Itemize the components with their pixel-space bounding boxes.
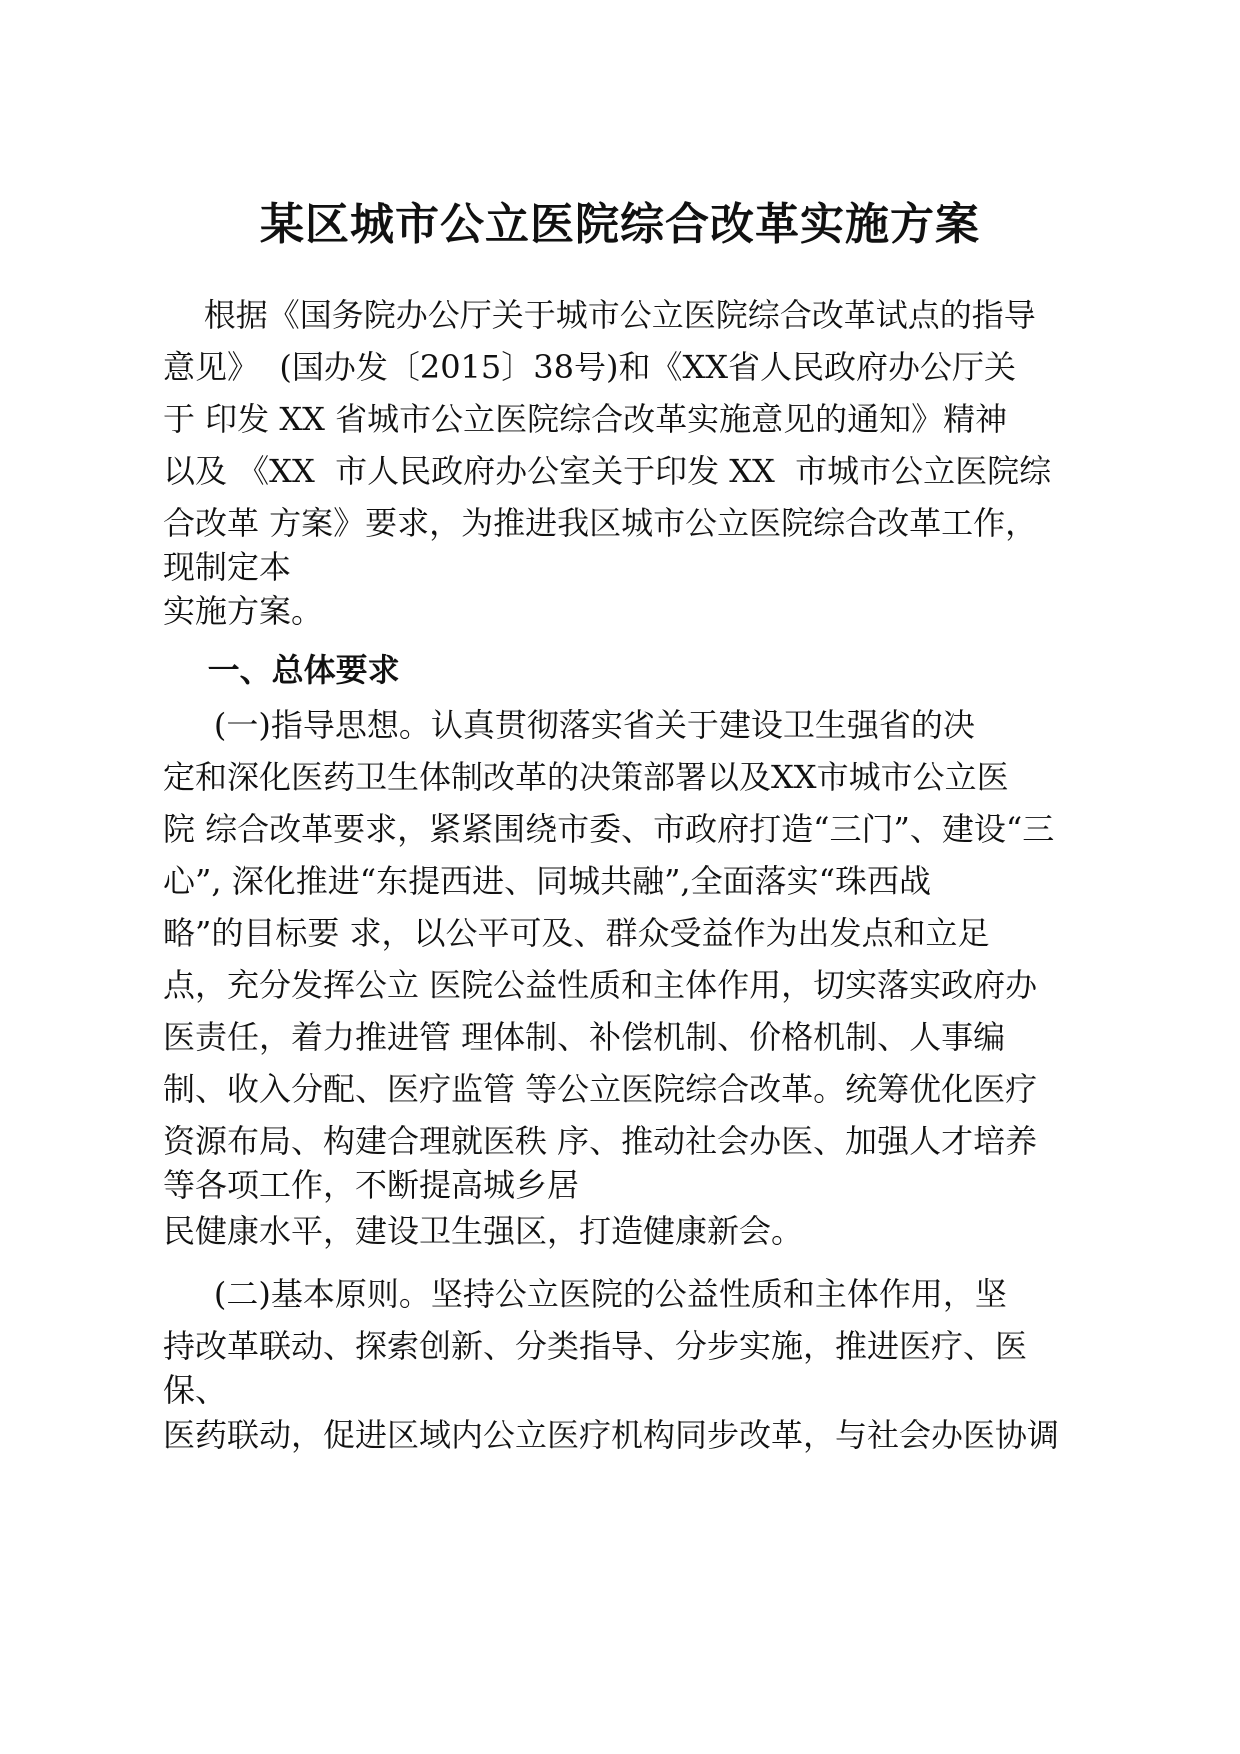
paragraph-line: 院 综合改革要求，紧紧围绕市委、市政府打造“三门”、建设“三 (163, 810, 1055, 848)
paragraph-line: 略”的目标要 求，以公平可及、群众受益作为出发点和立足 (163, 914, 990, 952)
paragraph-line: (二)基本原则。坚持公立医院的公益性质和主体作用，坚 (163, 1275, 1007, 1313)
paragraph-line: 民健康水平，建设卫生强区，打造健康新会。 (163, 1212, 804, 1250)
paragraph-line: 心”, 深化推进“东提西进、同城共融”,全面落实“珠西战 (163, 862, 931, 900)
paragraph-line: 合改革 方案》要求，为推进我区城市公立医院综合改革工作， (163, 504, 1038, 542)
paragraph-line: 现制定本 (163, 548, 292, 586)
paragraph-line: 持改革联动、探索创新、分类指导、分步实施，推进医疗、医 (163, 1327, 1028, 1365)
paragraph-line: 实施方案。 (163, 592, 324, 630)
paragraph-line: 医责任，着力推进管 理体制、补偿机制、价格机制、人事编 (163, 1018, 1006, 1056)
document-title: 某区城市公立医院综合改革实施方案 (260, 199, 980, 250)
section-heading: 一、总体要求 (163, 651, 400, 689)
paragraph-line: 以及 《XX 市人民政府办公室关于印发 XX 市城市公立医院综 (163, 452, 1052, 490)
paragraph-line: 等各项工作，不断提高城乡居 (163, 1166, 580, 1204)
paragraph-line: 点，充分发挥公立 医院公益性质和主体作用，切实落实政府办 (163, 966, 1038, 1004)
paragraph-line: 意见》 (国办发〔2015〕38号)和《XX省人民政府办公厅关 (163, 348, 1017, 386)
paragraph-line: 保、 (163, 1371, 228, 1409)
paragraph-line: 根据《国务院办公厅关于城市公立医院综合改革试点的指导 (163, 296, 1036, 334)
paragraph-line: 资源布局、构建合理就医秩 序、推动社会办医、加强人才培养 (163, 1122, 1038, 1160)
paragraph-line: (一)指导思想。认真贯彻落实省关于建设卫生强省的决 (163, 706, 975, 744)
paragraph-line: 制、收入分配、医疗监管 等公立医院综合改革。统筹优化医疗 (163, 1070, 1038, 1108)
paragraph-line: 医药联动，促进区域内公立医疗机构同步改革，与社会办医协调 (163, 1416, 1060, 1454)
paragraph-line: 于 印发 XX 省城市公立医院综合改革实施意见的通知》精神 (163, 400, 1008, 438)
paragraph-line: 定和深化医药卫生体制改革的决策部署以及XX市城市公立医 (163, 758, 1009, 796)
